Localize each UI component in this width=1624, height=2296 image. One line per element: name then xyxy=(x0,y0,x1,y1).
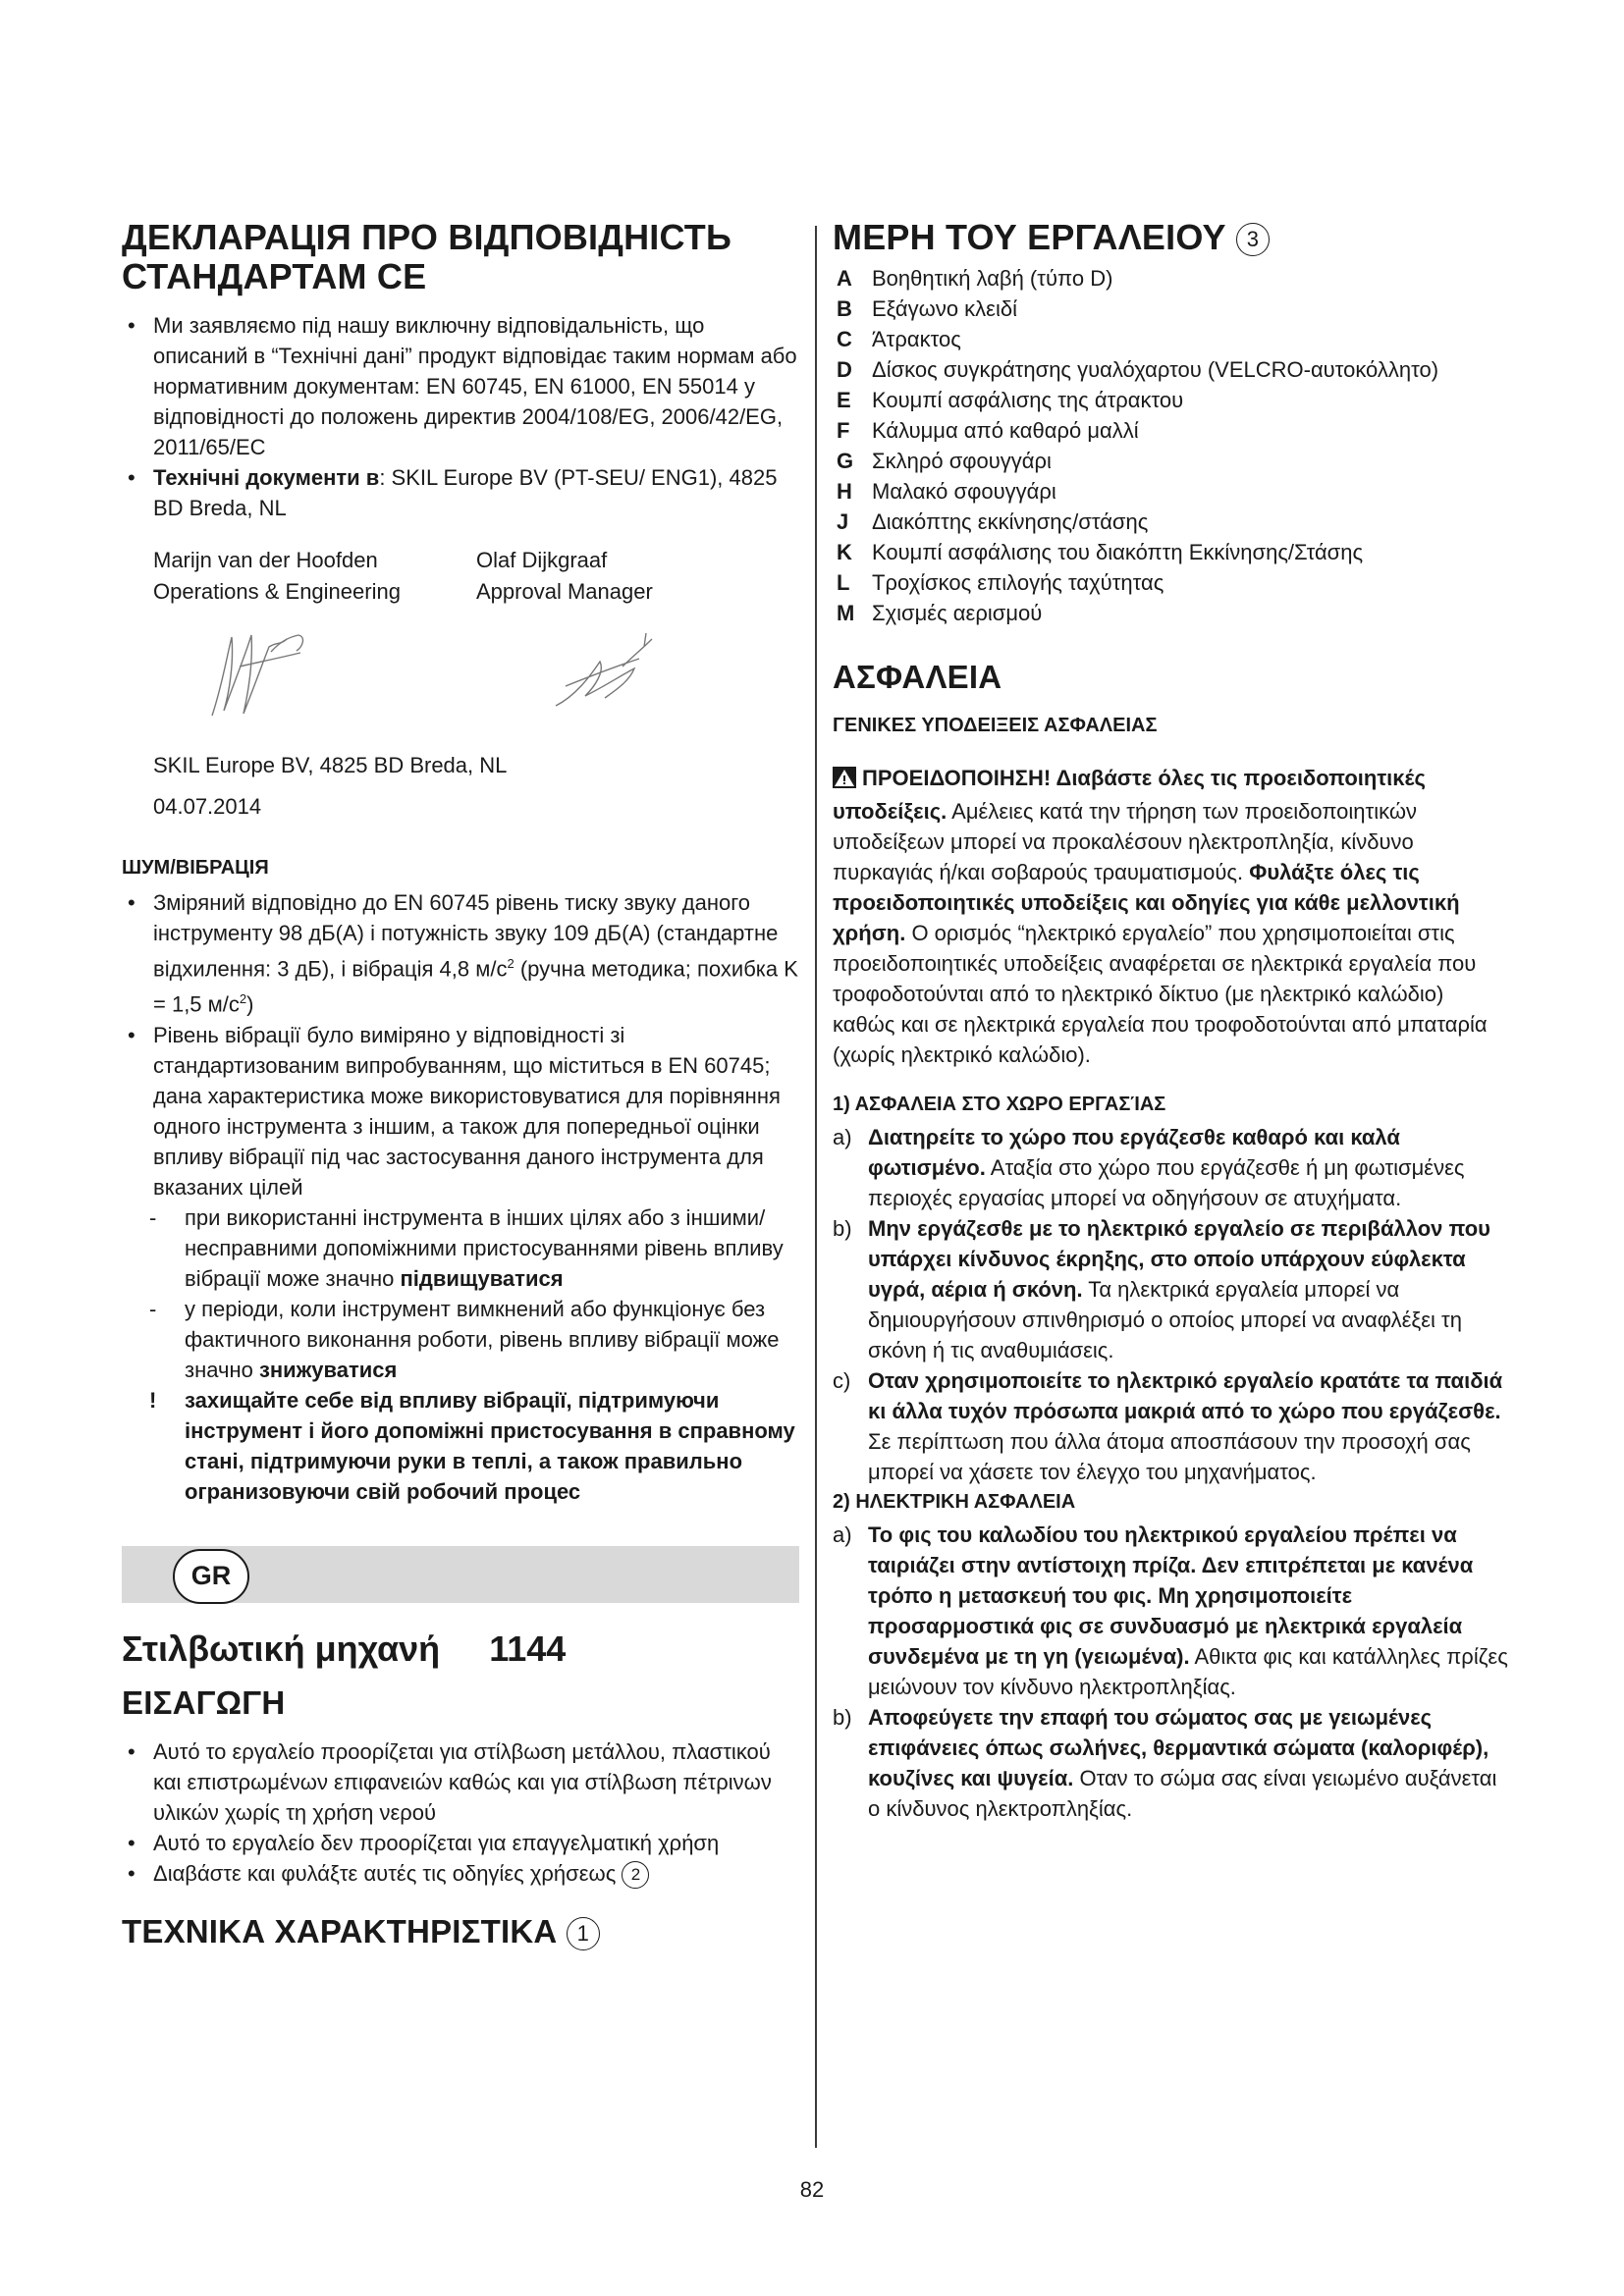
language-bar xyxy=(122,1546,799,1603)
work-area-heading: 1) ΑΣΦΑΛΕΙΑ ΣΤΟ ΧΩΡΟ ΕΡΓΑΣΊΑΣ xyxy=(833,1094,1166,1115)
column-divider xyxy=(815,226,817,2148)
general-safety-heading: ΓΕΝΙΚΕΣ ΥΠΟΔΕΙΞΕΙΣ ΑΣΦΑΛΕΙΑΣ xyxy=(833,715,1158,736)
ce-mark: CE xyxy=(376,256,427,296)
company-address: SKIL Europe BV, 4825 BD Breda, NL xyxy=(153,753,508,777)
list-item: J Διακόπτης εκκίνησης/στάσης xyxy=(837,509,1149,534)
vibration-sublist xyxy=(122,1202,799,1507)
electrical-safety-list xyxy=(833,1520,1510,1824)
tech-heading: ΤΕΧΝΙΚΑ ΧΑΡΑΚΤΗΡΙΣΤΙΚΑ 1 xyxy=(122,1912,799,1951)
list-item: C Άτρακτος xyxy=(837,327,961,351)
electrical-safety-heading: 2) ΗΛΕΚΤΡΙΚΗ ΑΣΦΑΛΕΙΑ xyxy=(833,1491,1076,1513)
intro-item: • Αυτό το εργαλείο δεν προορίζεται για επαγγελματική χρήση xyxy=(122,1828,799,1858)
signatory1-role: Operations & Engineering xyxy=(153,579,401,604)
dash-item: - у періоди, коли інструмент вимкнений або функціонує без фактичного виконання роботи, рівень впливу вібрації може значно знижуватися xyxy=(149,1296,780,1382)
list-item: H Μαλακό σφουγγάρι xyxy=(837,479,1056,504)
signatory1-name: Marijn van der Hoofden xyxy=(153,548,378,572)
dash-item: - при використанні інструмента в інших цілях або з іншими/несправними допоміжними пристосуваннями рівень впливу вібрації може значно підвищуватися xyxy=(149,1204,784,1291)
warning-icon xyxy=(833,766,856,796)
signatory2-role: Approval Manager xyxy=(476,579,653,604)
declaration-title: ДЕКЛАРАЦІЯ ПРО ВІДПОВІДНІСТЬ СТАНДАРТАМ CE xyxy=(122,217,732,296)
parts-list xyxy=(833,263,1510,628)
signature-images xyxy=(153,608,831,735)
signatures xyxy=(153,608,799,735)
list-item: G Σκληρό σφουγγάρι xyxy=(837,449,1052,473)
intro-list xyxy=(122,1736,799,1889)
list-item: a) Διατηρείτε το χώρο που εργάζεσθε καθαρό και καλά φωτισμένο. Αταξία στο χώρο που εργάζεσθε ή μη φωτισμένες περιοχές εργασίας μπορεί να οδηγήσουν σε ατυχήματα. xyxy=(833,1125,1465,1210)
list-item: E Κουμπί ασφάλισης της άτρακτου xyxy=(837,388,1184,412)
language-badge: GR xyxy=(173,1549,249,1604)
left-column xyxy=(122,218,799,1965)
list-item: a) Το φις του καλωδίου του ηλεκτρικού εργαλείου πρέπει να ταιριάζει στην αντίστοιχη πρίζα. Δεν επιτρέπεται με κανένα τρόπο η μετασκευή του φις. Μη χρησιμοποιείτε προσαρμοστικά φις σε συνδυασμό με ηλεκτρικά εργαλεία συνδεμένα με τη γη (γειωμένα). Αθικτα φις και κατάλληλες πρίζες μειώνουν τον κίνδυνο ηλεκτροπληξίας. xyxy=(833,1522,1508,1699)
product-number: 1144 xyxy=(489,1628,567,1669)
list-item: b) Αποφεύγετε την επαφή του σώματος σας με γειωμένες επιφάνειες όπως σωλήνες, θερμαντικά σώματα (καλοριφέρ), κουζίνες και ψυγεία. Οταν το σώμα σας είναι γειωμένο αυξάνεται ο κίνδυνος ηλεκτροπληξίας. xyxy=(833,1705,1497,1821)
right-column xyxy=(833,218,1510,1824)
signatory2-name: Olaf Dijkgraaf xyxy=(476,548,608,572)
signatories xyxy=(153,545,799,608)
page-number: 82 xyxy=(799,2177,825,2202)
intro-item: • Διαβάστε και φυλάξτε αυτές τις οδηγίες χρήσεως 2 xyxy=(122,1858,799,1889)
noise-item: • Рівень вібрації було виміряно у відповідності зі стандартизованим випробуванням, що міститься в EN 60745; дана характеристика може використовуватися для порівняння одного інструмента з іншим, а також для попередньої оцінки впливу вібрації під час застосування даного інструмента для вказаних цілей xyxy=(122,1020,799,1202)
figure-ref-icon: 3 xyxy=(1236,223,1270,256)
list-item: M Σχισμές αερισμού xyxy=(837,601,1043,625)
intro-heading: ΕΙΣΑΓΩΓΗ xyxy=(122,1683,286,1721)
list-item: b) Μην εργάζεσθε με το ηλεκτρικό εργαλείο σε περιβάλλον που υπάρχει κίνδυνος έκρηξης, στο οποίο υπάρχουν εύφλεκτα υγρά, αέρια ή σκόνη. Τα ηλεκτρικά εργαλεία μπορεί να δημιουργήσουν σπινθηρισμό ο οποίος μπορεί να αναφλέξει τη σκόνη ή τις αναθυμιάσεις. xyxy=(833,1216,1490,1362)
warning-paragraph: ΠΡΟΕΙΔΟΠΟΙΗΣΗ! Διαβάστε όλες τις προειδοποιητικές υποδείξεις. Αμέλειες κατά την τήρηση των προειδοποιητικών υποδείξεων μπορεί να προκαλέσουν ηλεκτροπληξία, κίνδυνο πυρκαγιάς ή/και σοβαρούς τραυματισμούς. Φυλάξτε όλες τις προειδοποιητικές υποδείξεις και οδηγίες για κάθε μελλοντική χρήση. Ο ορισμός “ηλεκτρικό εργαλείο” που χρησιμοποιείται στις προειδοποιητικές υποδείξεις αναφέρεται σε ηλεκτρικά εργαλεία που τροφοδοτούνται από το ηλεκτρικό δίκτυο (με ηλεκτρικό καλώδιο) καθώς και σε ηλεκτρικά εργαλεία που τροφοδοτούνται από μπαταρία (χωρίς ηλεκτρικό καλώδιο). xyxy=(833,766,1488,1067)
declaration-item: • Ми заявляємо під нашу виключну відповідальність, що описаний в “Технічні дані” продукт відповідає таким нормам або нормативним документам: EN 60745, EN 61000, EN 55014 у відповідності до положень директив 2004/108/EG, 2006/42/EG, 2011/65/EC xyxy=(122,310,799,462)
noise-item: • Зміряний відповідно до EN 60745 рівень тиску звуку даного інструменту 98 дБ(A) і потужність звуку 109 дБ(A) (стандартне відхилення: 3 дБ), і вібрація 4,8 $м/с^2$ (ручна методика; похибка K = 1,5 $м/с^2$) xyxy=(122,887,799,1020)
figure-ref-icon: 2 xyxy=(622,1861,649,1889)
figure-ref-icon: 1 xyxy=(567,1917,600,1950)
signature-2 xyxy=(556,633,652,706)
intro-item: • Αυτό το εργαλείο προορίζεται για στίλβωση μετάλλου, πλαστικού και επιστρωμένων επιφανειών καθώς και για στίλβωση πέτρινων υλικών χωρίς τη χρήση νερού xyxy=(122,1736,799,1828)
list-item: B Εξάγωνο κλειδί xyxy=(837,296,1018,321)
noise-heading: ШУМ/ВІБРАЦІЯ xyxy=(122,857,269,879)
noise-list xyxy=(122,887,799,1202)
declaration-list xyxy=(122,310,799,523)
list-item: c) Οταν χρησιμοποιείτε το ηλεκτρικό εργαλείο κρατάτε τα παιδιά κι άλλα τυχόν πρόσωπα μακριά από το χώρο που εργάζεσθε. Σε περίπτωση που άλλα άτομα αποσπάσουν την προσοχή σας μπορεί να χάσετε τον έλεγχο του μηχανήματος. xyxy=(833,1368,1503,1484)
list-item: D Δίσκος συγκράτησης γυαλόχαρτου (VELCRO-αυτοκόλλητο) xyxy=(837,357,1439,382)
work-area-list xyxy=(833,1122,1510,1487)
declaration-date: 04.07.2014 xyxy=(153,794,262,819)
list-item: K Κουμπί ασφάλισης του διακόπτη Εκκίνησης/Στάσης xyxy=(837,540,1364,564)
list-item: A Βοηθητική λαβή (τύπο D) xyxy=(837,266,1113,291)
signature-1 xyxy=(212,635,302,716)
warning-item: ! захищайте себе від впливу вібрації, підтримуючи інструмент і його допоміжні пристосування в справному стані, підтримуючи руки в теплі, а також правильно огранизовуючи свій робочий процес xyxy=(149,1387,795,1504)
tech-docs-item: • Технічні документи в: SKIL Europe BV (PT-SEU/ ENG1), 4825 BD Breda, NL xyxy=(122,462,799,523)
list-item: L Τροχίσκος επιλογής ταχύτητας xyxy=(837,570,1164,595)
safety-heading: ΑΣΦΑΛΕΙΑ xyxy=(833,659,1002,695)
list-item: F Κάλυμμα από καθαρό μαλλί xyxy=(837,418,1139,443)
parts-heading: ΜΕΡΗ ΤΟΥ ΕΡΓΑΛΕΙΟΥ 3 xyxy=(833,218,1510,257)
product-title: Στιλβωτική μηχανή 1144 xyxy=(122,1628,567,1669)
